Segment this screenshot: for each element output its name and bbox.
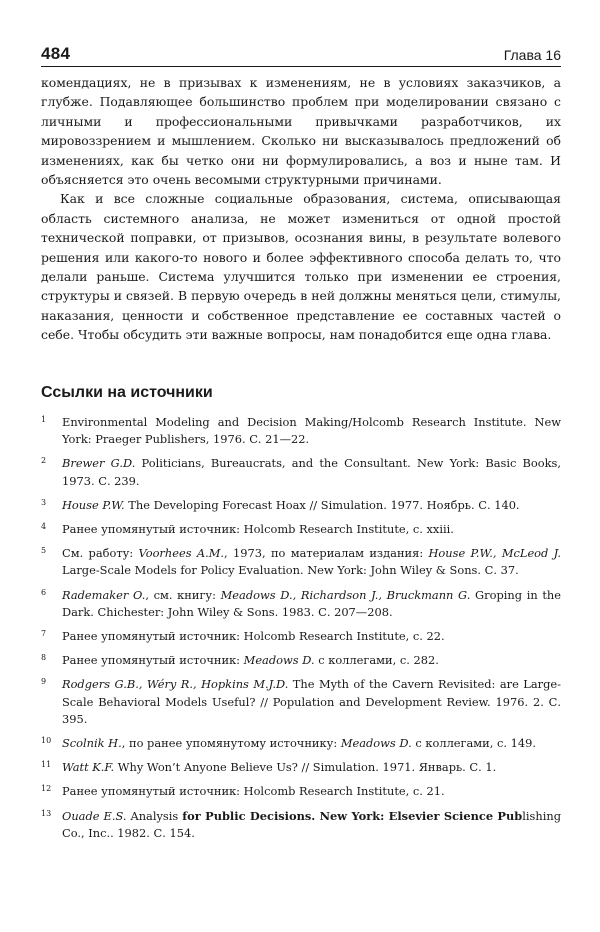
reference-text: Ранее упомянутый источник: Holcomb Research Institute, с. xxiii. xyxy=(62,522,454,537)
reference-text: lishing Co., Inc.. 1982. С. 154. xyxy=(62,808,561,840)
reference-number: 6 xyxy=(41,587,47,597)
reference-item xyxy=(41,735,561,752)
reference-item xyxy=(41,497,561,514)
reference-text: , 1973, по материалам издания: xyxy=(224,546,429,561)
reference-text: , по ранее упомянутому источнику: xyxy=(121,736,341,751)
page-number: 484 xyxy=(41,44,71,63)
reference-number: 2 xyxy=(41,456,47,466)
reference-author: Ouade E.S. xyxy=(62,808,127,823)
reference-number: 10 xyxy=(41,736,52,746)
reference-text: , см. книгу: xyxy=(145,587,221,602)
reference-number: 4 xyxy=(41,522,47,532)
reference-item xyxy=(41,652,561,669)
reference-item xyxy=(41,783,561,800)
reference-author: House P.W. xyxy=(62,497,125,512)
reference-author: Meadows D. xyxy=(243,653,315,668)
reference-number: 7 xyxy=(41,629,47,639)
reference-number: 8 xyxy=(41,653,47,663)
reference-text: Ранее упомянутый источник: Holcomb Research Institute, с. 21. xyxy=(62,784,445,799)
reference-number: 11 xyxy=(41,760,52,770)
reference-text: Politicians, Bureaucrats, and the Consultant. New York: Basic Books, 1973. С. 239. xyxy=(62,456,562,488)
reference-item xyxy=(41,545,561,579)
reference-item xyxy=(41,808,561,842)
reference-text: См. работу: xyxy=(62,546,139,561)
reference-text: for Public Decisions. New York: Elsevier Science Pub xyxy=(182,808,523,823)
reference-text: Large-Scale Models for Policy Evaluation. New York: John Wiley & Sons. С. 37. xyxy=(62,563,519,578)
reference-author: Scolnik H. xyxy=(62,736,122,751)
reference-item xyxy=(41,628,561,645)
reference-author: Rodgers G.B., Wéry R., Hopkins M.J.D. xyxy=(62,677,289,692)
reference-author: House P.W., McLeod J. xyxy=(428,546,561,561)
reference-item xyxy=(41,759,561,776)
reference-number: 1 xyxy=(41,415,47,424)
reference-item xyxy=(41,676,561,728)
reference-author: Brewer G.D. xyxy=(62,456,136,471)
running-head xyxy=(41,44,561,67)
reference-text: Groping in the Dark. Chichester: John Wiley & Sons. 1983. С. 207—208. xyxy=(62,587,561,619)
reference-text: The Myth of the Cavern Revisited: are Large-Scale Behavioral Models Useful? // Population and Development Review. 1976. 2. С. 395. xyxy=(62,677,561,726)
reference-text: The Developing Forecast Hoax // Simulation. 1977. Ноябрь. С. 140. xyxy=(124,497,520,512)
reference-text: с коллегами, с. 149. xyxy=(411,736,536,751)
reference-text: Why Won’t Anyone Believe Us? // Simulation. 1971. Январь. С. 1. xyxy=(114,760,497,775)
reference-text: Environmental Modeling and Decision Making/Holcomb Research Institute. New York: Praeger Publishers, 1976. С. 21—22. xyxy=(62,415,561,447)
reference-text: Analysis xyxy=(126,808,183,823)
reference-text: Ранее упомянутый источник: Holcomb Research Institute, с. 22. xyxy=(62,629,445,644)
paragraph: Как и все сложные социальные образования, система, описывающая область системного анализа, не может измениться от одной простой технической поправки, от призывов, осознания вины, в результате волевого решения или какого-то нового и более эффективного способа делать то, что делали раньше. Система улучшится только при изменении ее строения, структуры и связей. В первую очередь в ней должны меняться цели, стимулы, наказания, ценности и собственное представление ее составных частей о себе. Чтобы обсудить эти важные вопросы, нам понадобится еще одна глава. xyxy=(41,191,561,343)
reference-author: Watt K.F. xyxy=(62,760,115,775)
reference-item xyxy=(41,414,561,448)
reference-number: 12 xyxy=(41,784,52,794)
reference-number: 13 xyxy=(41,808,52,818)
reference-text: с коллегами, с. 282. xyxy=(314,653,439,668)
chapter-label: Глава 16 xyxy=(503,47,561,63)
reference-item xyxy=(41,455,561,489)
reference-number: 9 xyxy=(41,677,47,687)
reference-number: 3 xyxy=(41,497,47,507)
reference-text: Ранее упомянутый источник: xyxy=(62,653,244,668)
reference-author: Meadows D., Richardson J., Bruckmann G. xyxy=(220,587,471,602)
paragraph-continued: комендациях, не в призывах к изменениям, не в условиях заказчиков, а глубже. Подавляющее большинство проблем при моделировании связано с личными и профессиональными привычками разработчиков, их мировоззрением и мышлением. Сколько ни высказывалось предложений об изменениях, как бы четко они ни формулировались, а воз и ныне там. И объясняется это очень весомыми структурными причинами. xyxy=(41,75,561,188)
reference-author: Voorhees A.M. xyxy=(138,546,225,561)
section-heading-references: Ссылки на источники xyxy=(41,384,213,401)
reference-number: 5 xyxy=(41,546,47,556)
reference-author: Rademaker O. xyxy=(62,587,146,602)
reference-item xyxy=(41,521,561,538)
reference-author: Meadows D. xyxy=(340,736,412,751)
body-text xyxy=(41,73,561,345)
reference-item xyxy=(41,587,561,621)
references-list xyxy=(41,414,561,849)
